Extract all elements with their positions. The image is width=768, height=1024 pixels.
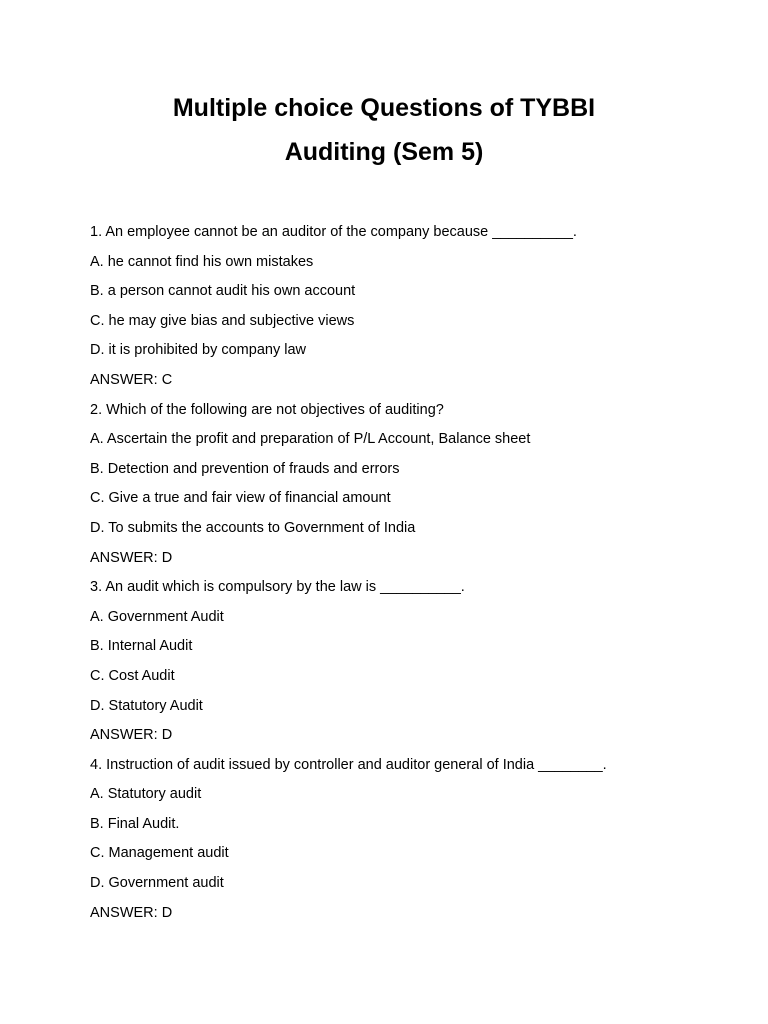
question-text: 4. Instruction of audit issued by controller and auditor general of India ________. [90, 756, 607, 773]
option-b: B. Internal Audit [90, 638, 193, 655]
option-a: A. Ascertain the profit and preparation of P/L Account, Balance sheet [90, 431, 531, 448]
option-a: A. Government Audit [90, 608, 224, 625]
answer-text: ANSWER: C [90, 371, 173, 388]
question-text: 2. Which of the following are not objectives of auditing? [90, 401, 444, 418]
question-text: 1. An employee cannot be an auditor of the company because __________. [90, 224, 577, 240]
answer-text: ANSWER: D [90, 549, 173, 566]
option-b: B. Detection and prevention of frauds and errors [90, 460, 400, 477]
document-title-line-2: Auditing (Sem 5) [284, 138, 484, 166]
option-d: D. Government audit [90, 875, 224, 892]
question-block [90, 751, 710, 929]
question-block [90, 218, 710, 396]
question-list [90, 218, 710, 928]
option-c: C. Cost Audit [90, 667, 175, 684]
option-b: B. Final Audit. [90, 815, 180, 832]
answer-text: ANSWER: D [90, 727, 173, 744]
question-text: 3. An audit which is compulsory by the law is __________. [90, 579, 465, 596]
option-c: C. he may give bias and subjective views [90, 312, 355, 329]
answer-text: ANSWER: D [90, 904, 173, 921]
option-d: D. To submits the accounts to Government of India [90, 519, 416, 536]
option-c: C. Give a true and fair view of financial amount [90, 490, 391, 507]
option-b: B. a person cannot audit his own account [90, 283, 356, 300]
option-d: D. it is prohibited by company law [90, 342, 306, 359]
question-block [90, 573, 710, 751]
option-c: C. Management audit [90, 845, 229, 862]
question-block [90, 396, 710, 574]
option-a: A. Statutory audit [90, 786, 202, 803]
document-title-line-1: Multiple choice Questions of TYBBI [172, 94, 596, 122]
option-d: D. Statutory Audit [90, 697, 203, 714]
option-a: A. he cannot find his own mistakes [90, 253, 314, 270]
